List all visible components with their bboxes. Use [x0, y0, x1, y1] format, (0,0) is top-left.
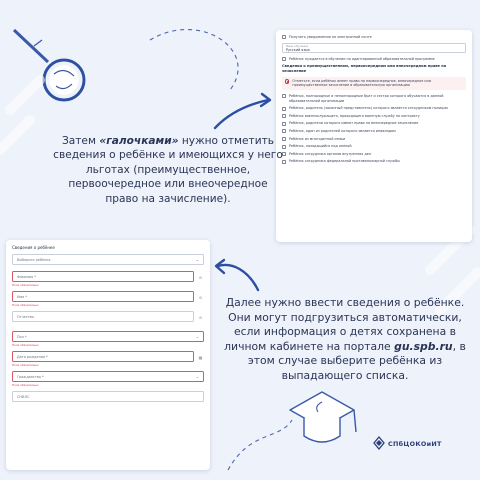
- benefit-option-5: Ребёнок, один из родителей которого является инвалидом: [289, 128, 396, 133]
- portal-link[interactable]: gu.spb.ru: [394, 339, 453, 353]
- caption-benefits: [52, 134, 284, 206]
- caption-child-info-part1: Далее нужно ввести сведения о ребёнке. Они могут подгрузиться автоматически, если информация о детях сохранена в личном кабинете на портале: [224, 296, 465, 353]
- benefit-option-8: Ребёнок сотрудника органов внутренних дел: [289, 151, 371, 156]
- snils-placeholder: СНИЛС: [17, 394, 30, 399]
- benefit-radio-icon: [285, 79, 289, 83]
- brand-name: СПбЦОКОиИТ: [388, 440, 442, 448]
- email-notify-checkbox[interactable]: [282, 35, 286, 39]
- benefit-option-3: Ребёнок военнослужащего, проходящего военную службу по контракту: [289, 113, 420, 118]
- gender-placeholder: Пол *: [17, 334, 27, 339]
- benefit-option-4: Ребёнок, родители которого имеют право на внеочередное зачисление: [289, 121, 419, 126]
- caption-child-info-part2: , в этом случае выберите ребёнка из выпадающего списка.: [247, 339, 466, 382]
- graduation-cap-icon: [290, 392, 356, 442]
- snils-input[interactable]: [12, 391, 204, 402]
- patronymic-info-icon[interactable]: ⊙: [198, 314, 203, 320]
- child-form-title: Сведения о ребёнке: [12, 245, 55, 250]
- chevron-down-icon: ⌄: [195, 257, 199, 262]
- dashed-path-top: [150, 30, 238, 90]
- caption-benefits-bold: «галочками»: [99, 135, 179, 147]
- caption-benefits-rest: нужно отметить сведения о ребёнке и имеющихся у него льготах (преимущественное, первоочередное или внеочередное право на зачисление).: [53, 135, 283, 205]
- surname-info-icon[interactable]: ⊙: [198, 274, 203, 280]
- language-select-label: Язык обучения: [286, 43, 309, 48]
- chevron-down-icon: ⌄: [195, 334, 199, 339]
- benefit-option-9: Ребёнок сотрудника федеральной противопожарной службы: [289, 159, 400, 164]
- patronymic-placeholder: Отчество: [17, 314, 34, 319]
- birth-date-error: Поле обязательно: [12, 363, 39, 367]
- benefits-group-title: Сведения о преимущественном, первоочередном или внеочередном праве на зачисление: [282, 64, 447, 73]
- benefit-checkbox-3[interactable]: [282, 114, 286, 118]
- birth-date-input[interactable]: [12, 351, 194, 362]
- citizenship-placeholder: Гражданство *: [17, 374, 44, 379]
- benefits-highlight[interactable]: [282, 77, 466, 90]
- name-info-icon[interactable]: ⊙: [198, 294, 203, 300]
- patronymic-input[interactable]: [12, 311, 194, 322]
- select-child-text: Выберите ребёнка: [17, 257, 51, 262]
- dashed-path-bottom: [228, 420, 292, 470]
- benefit-option-1: Ребёнок, полнородные и неполнородные брат и сестра которого обучаются в данной образовательной организации: [289, 93, 444, 103]
- chevron-down-icon: ⌄: [195, 374, 199, 379]
- patronymic-spacer: [12, 323, 204, 327]
- benefits-highlight-text: Отметьте, если ребёнок имеет право на первоочередное, внеочередное или преимущественное зачисление в образовательную организацию: [292, 78, 431, 88]
- benefit-checkbox-5[interactable]: [282, 129, 286, 133]
- caption-benefits-prefix: Затем: [61, 135, 100, 147]
- benefit-checkbox-1[interactable]: [282, 94, 286, 98]
- gender-error: Поле обязательно: [12, 343, 39, 347]
- language-select[interactable]: [282, 43, 466, 53]
- citizenship-error: Поле обязательно: [12, 383, 39, 387]
- adapted-program-label: Ребёнок нуждается в обучении по адаптированной образовательной программе: [289, 56, 435, 61]
- caption-child-info: [214, 296, 476, 384]
- surname-input[interactable]: [12, 271, 194, 282]
- benefit-checkbox-2[interactable]: [282, 107, 286, 111]
- citizenship-select[interactable]: [12, 371, 204, 382]
- benefit-option-7: Ребёнок, находящийся под опекой: [289, 144, 352, 149]
- calendar-icon[interactable]: ▦: [198, 354, 203, 360]
- select-child-dropdown[interactable]: [12, 254, 204, 265]
- surname-error: Поле обязательно: [12, 283, 39, 287]
- arrow-to-top-form: [215, 100, 268, 128]
- name-placeholder: Имя *: [17, 294, 27, 299]
- benefit-checkbox-4[interactable]: [282, 122, 286, 126]
- benefit-option-6: Ребёнок из многодетной семьи: [289, 136, 346, 141]
- name-error: Поле обязательно: [12, 303, 39, 307]
- email-notify-label: Получать уведомления по электронной почте: [289, 35, 372, 39]
- gender-select[interactable]: [12, 331, 204, 342]
- benefits-form-card: [276, 30, 472, 242]
- brand-logo-icon: [372, 436, 386, 450]
- surname-placeholder: Фамилия *: [17, 274, 36, 279]
- name-input[interactable]: [12, 291, 194, 302]
- language-select-value: Русский язык: [286, 47, 310, 52]
- benefit-option-2: Ребёнок, родитель (законный представитель) которого является сотрудником полиции: [289, 106, 448, 111]
- arrow-to-bottom-form: [218, 265, 258, 290]
- child-info-form-card: [6, 240, 210, 470]
- birth-date-placeholder: Дата рождения *: [17, 354, 48, 359]
- adapted-program-checkbox[interactable]: [282, 57, 286, 61]
